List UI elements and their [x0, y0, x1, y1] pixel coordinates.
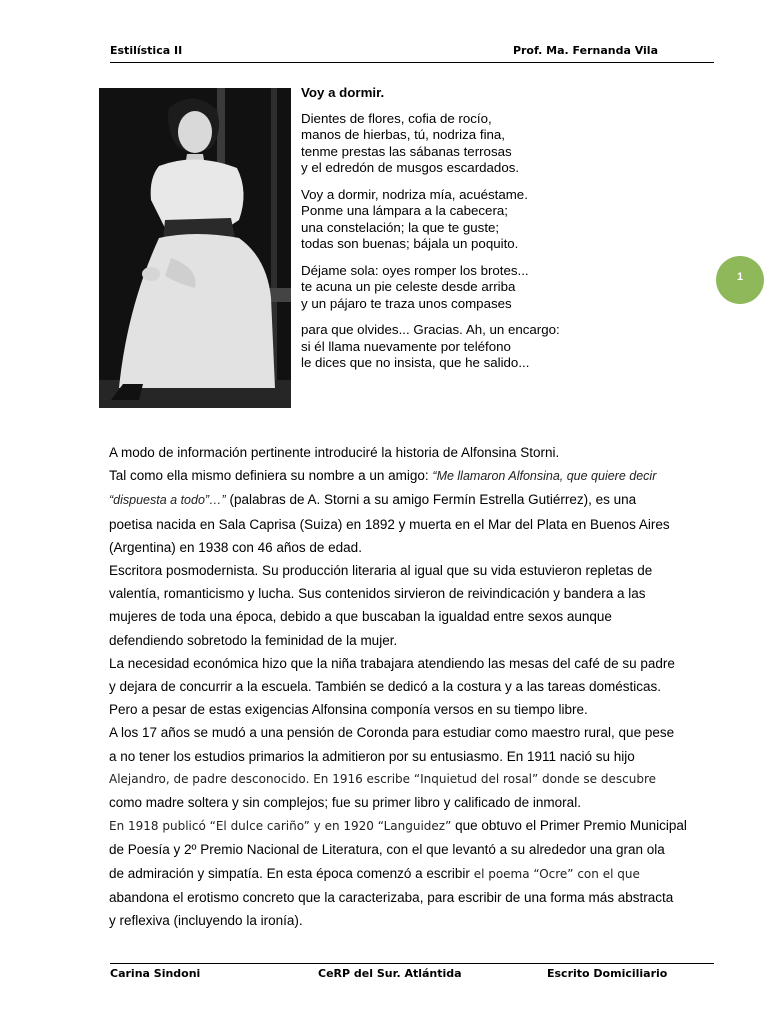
- poem-stanza: [301, 263, 601, 313]
- quote-text: “Me llamaron Alfonsina, que quiere decir: [432, 469, 657, 484]
- text-run: En 1918 publicó “El dulce cariño” y en 1920 “Languidez”: [109, 819, 452, 834]
- poem-line: todas son buenas; bájala un poquito.: [301, 236, 519, 251]
- quote-text: “dispuesta a todo”…”: [109, 493, 226, 508]
- paragraph-line: abandona el erotismo concreto que la caracterizaba, para escribir de una forma más abstracta: [109, 889, 674, 905]
- paragraph-line: [109, 488, 719, 512]
- paragraph-line: Pero a pesar de estas exigencias Alfonsina componía versos en su tiempo libre.: [109, 702, 588, 718]
- page-footer: [110, 963, 714, 980]
- poem-line: tenme prestas las sábanas terrosas: [301, 143, 512, 159]
- poem-line: Voy a dormir, nodriza mía, acuéstame.: [301, 186, 528, 202]
- poem-line: una constelación; la que te guste;: [301, 219, 500, 235]
- footer-author: Carina Sindoni: [110, 967, 201, 980]
- paragraph-line: Escritora posmodernista. Su producción literaria al igual que su vida estuvieron repletas de: [109, 563, 653, 579]
- poem: [301, 85, 601, 382]
- paragraph-line: La necesidad económica hizo que la niña trabajara atendiendo las mesas del café de su padre: [109, 655, 675, 671]
- poem-line: Ponme una lámpara a la cabecera;: [301, 203, 508, 218]
- paragraph-line: [109, 464, 719, 488]
- text-run: el poema “Ocre” con el que: [473, 866, 640, 881]
- footer-doc-type: Escrito Domiciliario: [547, 967, 668, 980]
- paragraph-line: A modo de información pertinente introduciré la historia de Alfonsina Storni.: [109, 445, 560, 460]
- text-run: (palabras de A. Storni a su amigo Fermín Estrella Gutiérrez), es una: [225, 492, 637, 508]
- header-course: Estilística II: [110, 44, 183, 57]
- page-number-badge: 1: [716, 256, 764, 304]
- paragraph-line: Alejandro, de padre desconocido. En 1916 escribe “Inquietud del rosal” donde se descubre: [109, 771, 656, 786]
- header-professor: Prof. Ma. Fernanda Vila: [512, 44, 658, 57]
- poem-stanza: [301, 111, 601, 177]
- poem-line: y el edredón de musgos escardados.: [301, 160, 520, 175]
- text-run: Tal como ella mismo definiera su nombre a un amigo:: [109, 468, 433, 484]
- poem-line: Dientes de flores, cofia de rocío,: [301, 110, 492, 126]
- paragraph-line: y reflexiva (incluyendo la ironía).: [109, 913, 303, 929]
- body-text: [109, 441, 719, 932]
- poem-line: Déjame sola: oyes romper los brotes...: [301, 262, 529, 278]
- paragraph-line: defendiendo sobretodo la feminidad de la mujer.: [109, 632, 398, 648]
- paragraph-line: y dejara de concurrir a la escuela. También se dedicó a la costura y a las tareas domésticas.: [109, 679, 662, 695]
- poem-line: si él llama nuevamente por teléfono: [301, 338, 511, 354]
- poem-stanza: [301, 187, 601, 253]
- footer-institution: CeRP del Sur. Atlántida: [318, 967, 462, 980]
- text-run: de admiración y simpatía. En esta época comenzó a escribir: [109, 865, 474, 881]
- portrait-photo: [99, 88, 291, 408]
- paragraph-line: poetisa nacida en Sala Caprisa (Suiza) en 1892 y muerta en el Mar del Plata en Buenos Aires: [109, 516, 670, 532]
- poem-stanza: [301, 322, 601, 372]
- paragraph-line: como madre soltera y sin complejos; fue su primer libro y calificado de inmoral.: [109, 795, 581, 811]
- poem-line: para que olvides... Gracias. Ah, un encargo:: [301, 322, 560, 337]
- poem-line: manos de hierbas, tú, nodriza fina,: [301, 127, 506, 142]
- poem-line: te acuna un pie celeste desde arriba: [301, 279, 516, 294]
- poem-title: Voy a dormir.: [301, 85, 385, 100]
- paragraph-line: A los 17 años se mudó a una pensión de Coronda para estudiar como maestro rural, que pese: [109, 725, 675, 741]
- paragraph-line: [109, 814, 719, 838]
- paragraph-line: mujeres de toda una época, debido a que buscaban la igualdad entre sexos aunque: [109, 609, 612, 625]
- paragraph-line: a no tener los estudios primarios la admitieron por su entusiasmo. En 1911 nació su hijo: [109, 748, 635, 764]
- paragraph-line: (Argentina) en 1938 con 46 años de edad.: [109, 539, 362, 555]
- paragraph-line: de Poesía y 2º Premio Nacional de Literatura, con el que levantó a su alrededor una gran ola: [109, 842, 665, 858]
- text-run: que obtuvo el Primer Premio Municipal: [451, 818, 687, 834]
- page-header: [110, 44, 714, 63]
- paragraph-line: [109, 862, 719, 886]
- paragraph-line: valentía, romanticismo y lucha. Sus contenidos sirvieron de reivindicación y bandera a las: [109, 586, 646, 602]
- poem-line: y un pájaro te traza unos compases: [301, 295, 512, 311]
- poem-line: le dices que no insista, que he salido...: [301, 355, 530, 370]
